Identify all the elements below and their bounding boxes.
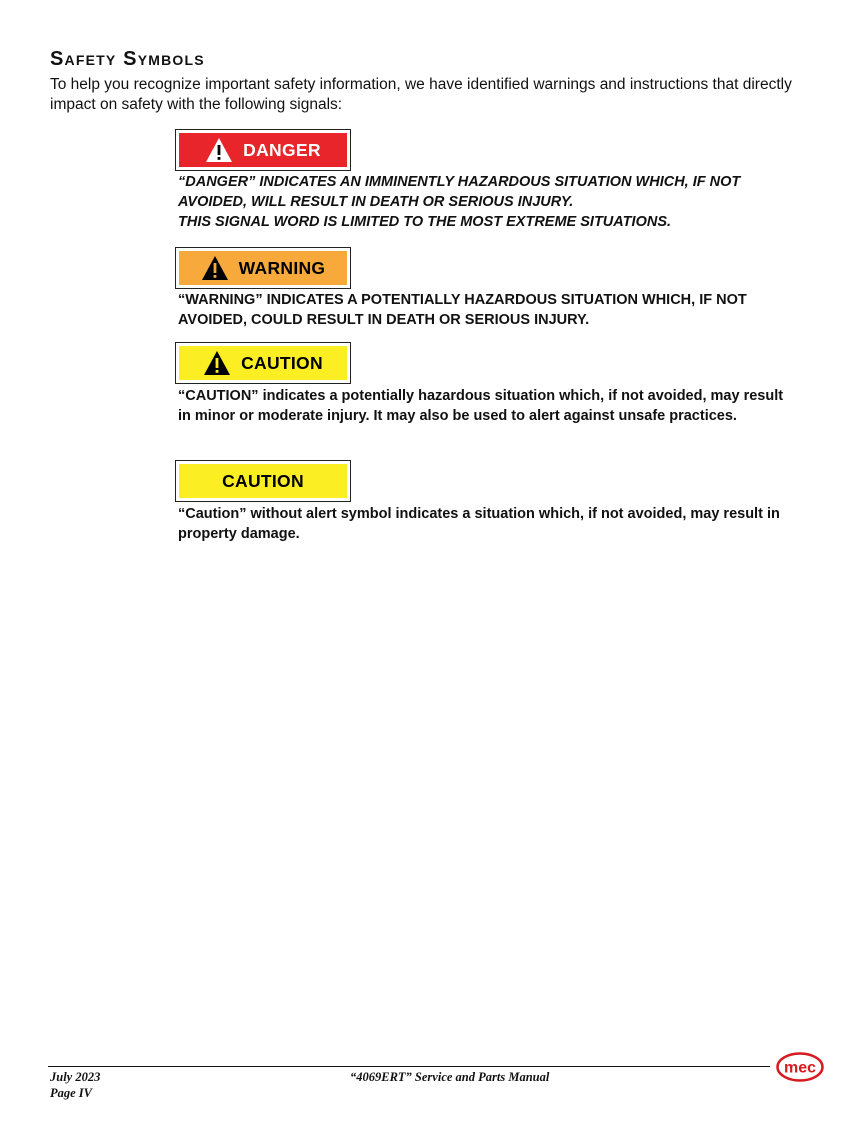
caution-description-line: “CAUTION” indicates a potentially hazardous situation which, if not avoided, may result in minor or moderate injury. It may also be used to alert against unsafe practices. — [178, 388, 784, 424]
footer-date: July 2023 — [50, 1070, 101, 1084]
caution-notice-fill — [179, 464, 347, 498]
footer-rule — [48, 1066, 770, 1067]
warning-signal-label: WARNING — [238, 257, 326, 278]
footer-page-number: Page IV — [50, 1086, 93, 1100]
caution-notice-description-line: “Caution” without alert symbol indicates a situation which, if not avoided, may result in property damage. — [178, 506, 780, 542]
page-title: Safety Symbols — [50, 48, 205, 70]
alert-triangle-icon — [203, 350, 231, 376]
alert-triangle-icon — [201, 255, 229, 281]
caution-description — [178, 386, 788, 426]
danger-description — [178, 172, 788, 232]
caution-signal-fill — [179, 346, 347, 380]
footer-left — [50, 1069, 100, 1101]
alert-triangle-icon — [205, 137, 233, 163]
danger-description-line: “DANGER” INDICATES AN IMMINENTLY HAZARDOUS SITUATION WHICH, IF NOT AVOIDED, WILL RESULT IN DEATH OR SERIOUS INJURY. — [178, 174, 741, 210]
caution-notice-description — [178, 504, 788, 544]
caution-notice-panel — [175, 460, 351, 502]
caution-signal-label: CAUTION — [241, 352, 323, 373]
warning-description — [178, 290, 788, 330]
warning-signal-fill — [179, 251, 347, 285]
logo-text: mec — [783, 1059, 817, 1077]
footer-manual-title: “4069ERT” Service and Parts Manual — [350, 1070, 550, 1084]
caution-notice-label: CAUTION — [222, 470, 304, 491]
caution-signal-panel — [175, 342, 351, 384]
mec-logo — [776, 1052, 824, 1082]
intro-paragraph: To help you recognize important safety information, we have identified warnings and instructions that directly impact on safety with the following signals: — [50, 76, 792, 113]
danger-description-line: THIS SIGNAL WORD IS LIMITED TO THE MOST EXTREME SITUATIONS. — [178, 214, 672, 230]
warning-signal-panel — [175, 247, 351, 289]
danger-signal-panel — [175, 129, 351, 171]
warning-description-line: “WARNING” INDICATES A POTENTIALLY HAZARDOUS SITUATION WHICH, IF NOT AVOIDED, COULD RESULT IN DEATH OR SERIOUS INJURY. — [178, 292, 747, 328]
danger-signal-label: DANGER — [243, 139, 321, 160]
danger-signal-fill — [179, 133, 347, 167]
